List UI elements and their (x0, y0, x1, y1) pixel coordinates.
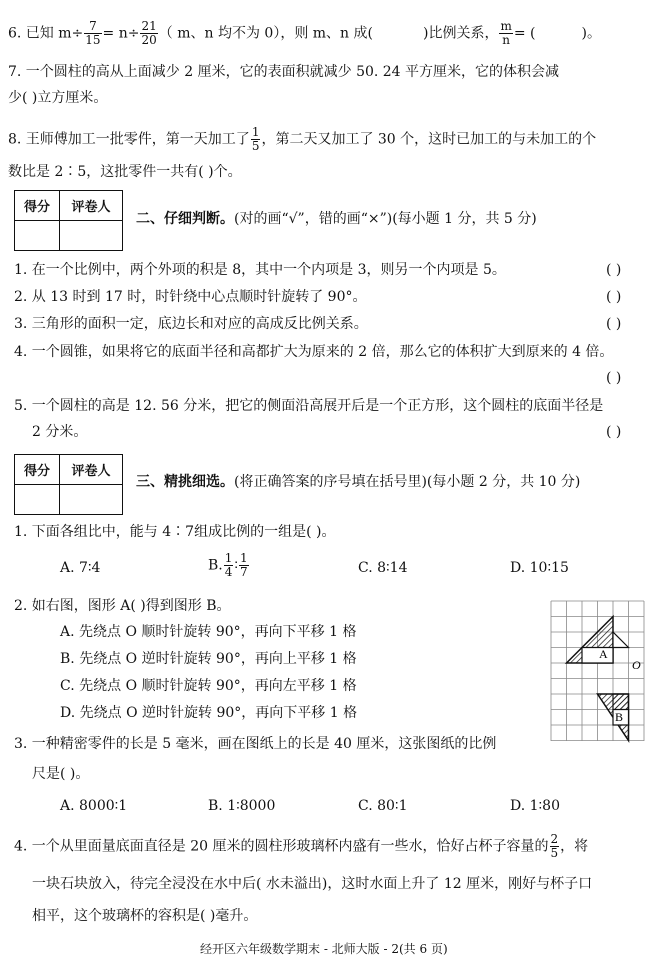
grader-label: 评卷人 (60, 191, 123, 221)
label-a: A (599, 647, 608, 661)
grader-cell[interactable] (60, 221, 123, 251)
rotation-grid-figure (549, 599, 659, 745)
question-8-line1 (8, 126, 596, 153)
fraction: $\frac{1}{4}$ (224, 551, 233, 579)
q6-text-d: )比例关系， (422, 25, 499, 42)
question-7-line2: 少( )立方厘米。 (8, 90, 108, 106)
grader-box (14, 454, 123, 515)
fraction: $\frac{1}{7}$ (240, 551, 248, 579)
q6-text-a: 6. 已知 m÷ (8, 25, 84, 42)
choice-q4-line2: 一块石块放入，待完全浸没在水中后( 水未溢出)，这时水面上升了 12 厘米，刚好与杯子口 (32, 876, 593, 892)
grader-label: 评卷人 (60, 455, 123, 485)
answer-paren[interactable]: ( ) (606, 424, 622, 440)
q8-text-a: 8. 王师傅加工一批零件，第一天加工了 (8, 131, 250, 148)
q2-option-b[interactable]: B. 先绕点 O 逆时针旋转 90°，再向上平移 1 格 (60, 651, 357, 667)
section-3-header (136, 472, 580, 492)
q6-text-b: = n÷ (102, 25, 140, 42)
q6-text-e: = ( (513, 25, 536, 42)
page-footer: 经开区六年级数学期末 - 北师大版 - 2(共 6 页) (200, 942, 448, 956)
section-2-desc: (对的画“√”，错的画“×”)(每小题 1 分，共 5 分) (234, 211, 537, 227)
ratio-colon: ∶ (234, 557, 239, 574)
judge-item-1: 1. 在一个比例中，两个外项的积是 8，其中一个内项是 3，则另一个内项是 5。 (14, 262, 506, 278)
section-3-desc: (将正确答案的序号填在括号里)(每小题 2 分，共 10 分) (234, 474, 581, 490)
choice-q1: 1. 下面各组比中，能与 4∶7组成比例的一组是( )。 (14, 524, 336, 540)
grader-cell[interactable] (60, 485, 123, 515)
fraction: $\frac{21}{20}$ (141, 19, 157, 47)
q3-option-a[interactable]: A. 8000∶1 (60, 798, 128, 814)
q3-option-b[interactable]: B. 1∶8000 (208, 798, 276, 814)
option-b-label: B. (208, 557, 223, 574)
section-2-title: 二、仔细判断。 (136, 211, 234, 227)
fraction: $\frac{1}{5}$ (251, 125, 260, 153)
choice-q2: 2. 如右图，图形 A( )得到图形 B。 (14, 598, 231, 614)
q3-option-d[interactable]: D. 1∶80 (510, 798, 560, 814)
section-2-header (136, 209, 537, 229)
question-7-line1: 7. 一个圆柱的高从上面减少 2 厘米，它的表面积就减少 50. 24 平方厘米，它的体积会减 (8, 64, 560, 80)
judge-item-2: 2. 从 13 时到 17 时，时针绕中心点顺时针旋转了 90°。 (14, 289, 367, 305)
score-label: 得分 (15, 191, 60, 221)
choice-q4-line1 (14, 833, 588, 860)
q1-option-c[interactable]: C. 8∶14 (358, 560, 408, 576)
judge-item-5-line2: 2 分米。 (32, 424, 88, 440)
q2-option-c[interactable]: C. 先绕点 O 顺时针旋转 90°，再向左平移 1 格 (60, 678, 357, 694)
fraction: $\frac{2}{5}$ (550, 832, 559, 860)
question-6 (8, 20, 601, 47)
answer-paren[interactable]: ( ) (606, 316, 622, 332)
label-o: O (632, 658, 641, 672)
grid-lines (551, 601, 644, 741)
score-label: 得分 (15, 455, 60, 485)
section-3-title: 三、精挑细选。 (136, 474, 234, 490)
judge-item-5: 5. 一个圆柱的高是 12. 56 分米，把它的侧面沿高展开后是一个正方形，这个圆柱的底面半径是 (14, 398, 604, 414)
judge-item-4: 4. 一个圆锥，如果将它的底面半径和高都扩大为原来的 2 倍，那么它的体积扩大到原来的 4 倍。 (14, 344, 614, 360)
answer-paren[interactable]: ( ) (606, 289, 622, 305)
choice-q4-line3: 相平，这个玻璃杯的容积是( )毫升。 (32, 908, 258, 924)
q2-option-a[interactable]: A. 先绕点 O 顺时针旋转 90°，再向下平移 1 格 (60, 624, 357, 640)
score-cell[interactable] (15, 485, 60, 515)
q4-text-a: 4. 一个从里面量底面直径是 20 厘米的圆柱形玻璃杯内盛有一些水，恰好占杯子容量的 (14, 838, 549, 855)
score-cell[interactable] (15, 221, 60, 251)
q4-text-b: ，将 (560, 838, 589, 855)
fraction: $\frac{7}{15}$ (85, 19, 101, 47)
q3-option-c[interactable]: C. 80∶1 (358, 798, 408, 814)
judge-item-3: 3. 三角形的面积一定，底边长和对应的高成反比例关系。 (14, 316, 368, 332)
q1-option-d[interactable]: D. 10∶15 (510, 560, 569, 576)
q6-text-f: )。 (581, 25, 601, 42)
question-8-line2: 数比是 2∶5，这批零件一共有( )个。 (8, 164, 242, 180)
q2-option-d[interactable]: D. 先绕点 O 逆时针旋转 90°，再向下平移 1 格 (60, 705, 358, 721)
q1-option-a[interactable]: A. 7∶4 (60, 560, 101, 576)
fraction: $\frac{m}{n}$ (500, 19, 512, 47)
choice-q3-line2: 尺是( )。 (32, 766, 90, 782)
choice-q3-line1: 3. 一种精密零件的长是 5 毫米，画在图纸上的长是 40 厘米，这张图纸的比例 (14, 736, 497, 752)
q8-text-b: ，第二天又加工了 30 个，这时已加工的与未加工的个 (261, 131, 597, 148)
answer-paren[interactable]: ( ) (606, 262, 622, 278)
q1-option-b[interactable] (208, 552, 250, 579)
label-b: B (615, 710, 624, 724)
q6-text-c: （ m、n 均不为 0），则 m、n 成( (158, 25, 373, 42)
grader-box (14, 190, 123, 251)
answer-paren[interactable]: ( ) (606, 370, 622, 386)
